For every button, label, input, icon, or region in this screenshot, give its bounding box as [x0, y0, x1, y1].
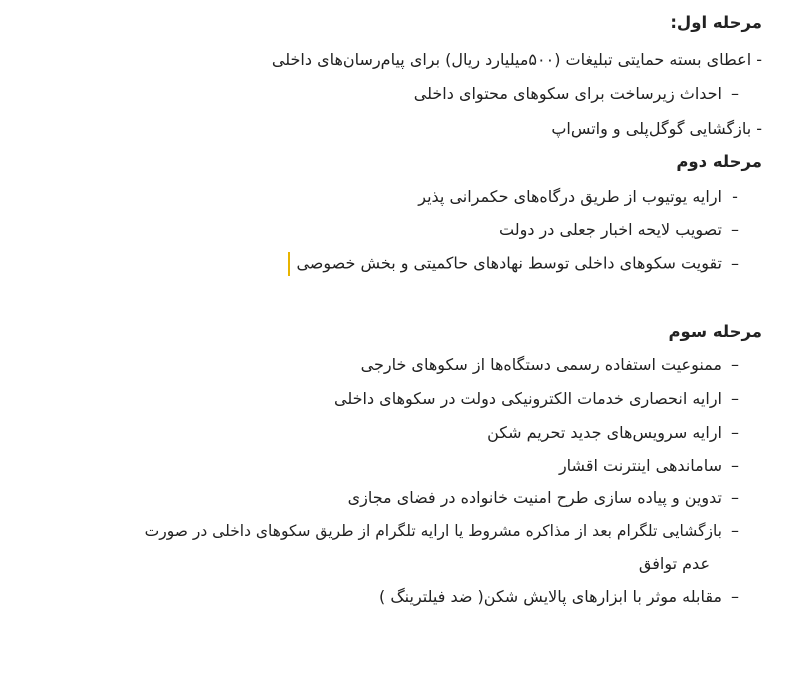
dash-bullet: –: [731, 456, 739, 475]
dash-bullet: –: [731, 220, 739, 239]
stage1-item-2: [414, 83, 748, 105]
dash-bullet: –: [731, 389, 739, 408]
list-item-text: ارایه یوتیوب از طریق درگاه‌های حکمرانی پذیر: [418, 187, 722, 206]
stage3-item-5: [348, 487, 748, 509]
stage3-item-3: [487, 422, 748, 444]
dash-bullet: –: [731, 587, 739, 606]
list-item-text: تدوین و پیاده سازی طرح امنیت خانواده در فضای مجازی: [347, 488, 722, 507]
stage2-item-1: [418, 186, 748, 208]
dash-bullet: -: [732, 187, 738, 206]
stage3-item-6: [145, 520, 748, 542]
list-item-text: ارایه انحصاری خدمات الکترونیکی دولت در سکوهای داخلی: [334, 389, 722, 408]
stage1-item-1: - اعطای بسته حمایتی تبلیغات (۵۰۰میلیارد ریال) برای پیام‌رسان‌های داخلی: [271, 50, 762, 69]
stage1-heading: مرحله اول:: [670, 13, 762, 32]
stage1-item-3: - بازگشایی گوگل‌پلی و واتس‌اپ: [551, 119, 762, 138]
dash-bullet: –: [731, 253, 739, 273]
text-cursor: [288, 252, 290, 276]
stage2-item-2: [499, 219, 748, 241]
list-item-text: بازگشایی تلگرام بعد از مذاکره مشروط یا ارایه تلگرام از طریق سکوهای داخلی در صورت: [144, 522, 722, 540]
dash-bullet: –: [731, 423, 739, 442]
dash-bullet: –: [731, 521, 739, 540]
dash-bullet: –: [731, 355, 739, 374]
stage3-item-2: [334, 388, 748, 410]
list-item-text: تصویب لایحه اخبار جعلی در دولت: [499, 220, 722, 239]
stage3-item-7: [379, 586, 748, 608]
dash-bullet: –: [731, 488, 739, 507]
stage3-heading: مرحله سوم: [668, 322, 762, 341]
list-item-text: ممنوعیت استفاده رسمی دستگاه‌ها از سکوهای خارجی: [360, 355, 722, 374]
list-item-text: مقابله موثر با ابزارهای پالایش شکن( ضد فیلترینگ ): [379, 587, 722, 606]
stage2-heading: مرحله دوم: [676, 152, 762, 171]
stage3-item-6-continuation: عدم توافق: [638, 554, 710, 573]
stage3-item-1: [361, 354, 748, 376]
stage3-item-4: [559, 455, 748, 477]
list-item-text: احداث زیرساخت برای سکوهای محتوای داخلی: [413, 84, 722, 103]
dash-bullet: –: [731, 84, 739, 103]
list-item-text: ارایه سرویس‌های جدید تحریم شکن: [487, 423, 722, 442]
list-item-text: تقویت سکوهای داخلی توسط نهادهای حاکمیتی و بخش خصوصی: [296, 253, 722, 273]
list-item-text: ساماندهی اینترنت اقشار: [558, 456, 722, 475]
stage2-item-3: [288, 252, 748, 276]
